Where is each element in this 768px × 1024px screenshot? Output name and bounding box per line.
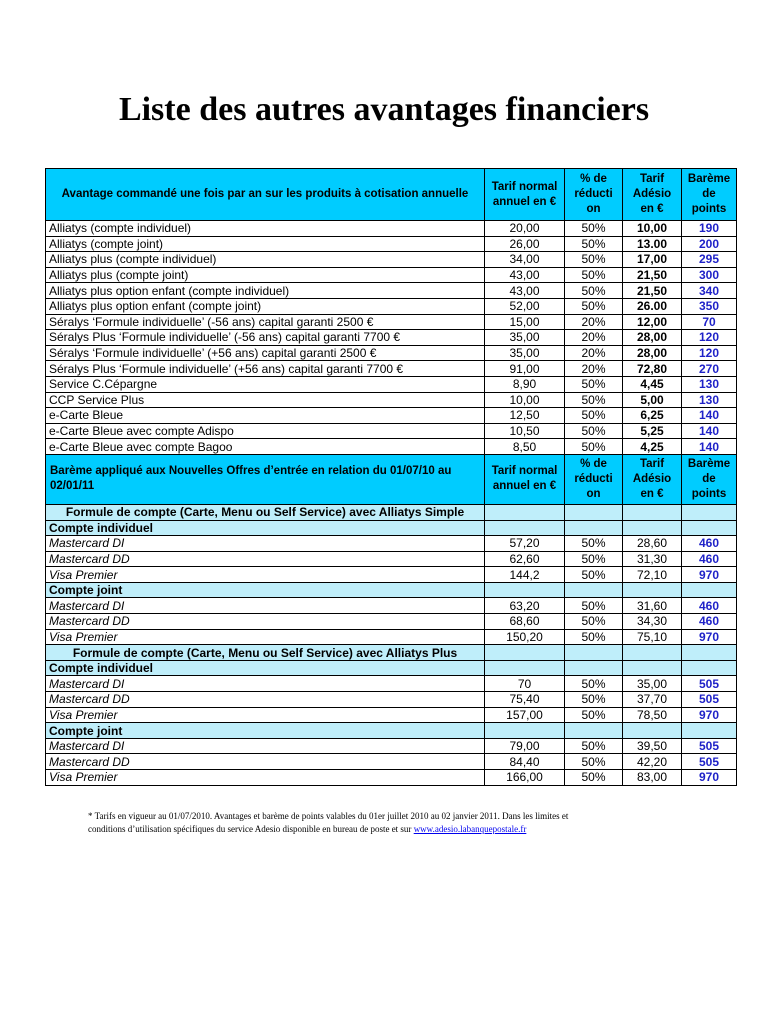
formule-simple-band-empty-cell bbox=[485, 504, 565, 520]
avantages-table bbox=[45, 168, 737, 786]
table-row bbox=[46, 345, 737, 361]
row-adesio: 72,80 bbox=[623, 361, 682, 377]
compte-individuel-band bbox=[46, 520, 737, 536]
row-points: 505 bbox=[682, 676, 737, 692]
table-row bbox=[46, 221, 737, 237]
row-points: 505 bbox=[682, 754, 737, 770]
footnote bbox=[88, 810, 708, 836]
compte-individuel-band-empty-cell bbox=[565, 660, 623, 676]
row-points: 120 bbox=[682, 330, 737, 346]
compte-individuel-band-empty-cell bbox=[565, 520, 623, 536]
row-tarif: 68,60 bbox=[485, 614, 565, 630]
formule-plus-band-label: Formule de compte (Carte, Menu ou Self Service) avec Alliatys Plus bbox=[46, 645, 485, 661]
adesio-link[interactable]: www.adesio.labanquepostale.fr bbox=[413, 824, 527, 834]
row-points: 505 bbox=[682, 692, 737, 708]
table-row bbox=[46, 536, 737, 552]
row-points: 340 bbox=[682, 283, 737, 299]
row-adesio: 34,30 bbox=[623, 614, 682, 630]
row-tarif: 52,00 bbox=[485, 298, 565, 314]
row-reduction: 50% bbox=[565, 567, 623, 583]
row-tarif: 35,00 bbox=[485, 345, 565, 361]
row-reduction: 50% bbox=[565, 267, 623, 283]
row-tarif: 157,00 bbox=[485, 707, 565, 723]
row-points: 970 bbox=[682, 707, 737, 723]
row-tarif: 79,00 bbox=[485, 738, 565, 754]
row-tarif: 8,50 bbox=[485, 439, 565, 455]
row-label: Visa Premier bbox=[46, 707, 485, 723]
row-points: 190 bbox=[682, 221, 737, 237]
row-adesio: 21,50 bbox=[623, 267, 682, 283]
compte-joint-band-empty-cell bbox=[682, 723, 737, 739]
row-reduction: 50% bbox=[565, 236, 623, 252]
row-reduction: 20% bbox=[565, 361, 623, 377]
row-reduction: 50% bbox=[565, 536, 623, 552]
compte-joint-band-empty-cell bbox=[565, 723, 623, 739]
row-label: Mastercard DD bbox=[46, 551, 485, 567]
row-adesio: 12,00 bbox=[623, 314, 682, 330]
compte-individuel-band-empty-cell bbox=[485, 660, 565, 676]
table-row bbox=[46, 770, 737, 786]
row-tarif: 10,50 bbox=[485, 423, 565, 439]
row-reduction: 50% bbox=[565, 439, 623, 455]
compte-individuel-band-label: Compte individuel bbox=[46, 660, 485, 676]
table-row bbox=[46, 707, 737, 723]
header2-tarif: Tarif normal annuel en € bbox=[485, 454, 565, 504]
row-reduction: 50% bbox=[565, 408, 623, 424]
row-tarif: 150,20 bbox=[485, 629, 565, 645]
table-row bbox=[46, 283, 737, 299]
header-tarif: Tarif normal annuel en € bbox=[485, 169, 565, 221]
row-label: Mastercard DD bbox=[46, 754, 485, 770]
compte-individuel-band bbox=[46, 660, 737, 676]
row-label: Alliatys (compte joint) bbox=[46, 236, 485, 252]
compte-joint-band-label: Compte joint bbox=[46, 582, 485, 598]
table-row bbox=[46, 551, 737, 567]
row-tarif: 75,40 bbox=[485, 692, 565, 708]
row-tarif: 63,20 bbox=[485, 598, 565, 614]
row-adesio: 5,00 bbox=[623, 392, 682, 408]
row-adesio: 31,60 bbox=[623, 598, 682, 614]
row-tarif: 43,00 bbox=[485, 267, 565, 283]
row-adesio: 4,45 bbox=[623, 376, 682, 392]
footnote-text: conditions d’utilisation spécifiques du service Adesio disponible en bureau de poste et sur bbox=[88, 824, 414, 834]
row-adesio: 13.00 bbox=[623, 236, 682, 252]
table-row bbox=[46, 267, 737, 283]
formule-simple-band-empty-cell bbox=[623, 504, 682, 520]
row-points: 505 bbox=[682, 738, 737, 754]
row-label: Séralys ‘Formule individuelle’ (+56 ans) capital garanti 2500 € bbox=[46, 345, 485, 361]
row-label: e-Carte Bleue avec compte Adispo bbox=[46, 423, 485, 439]
compte-joint-band bbox=[46, 582, 737, 598]
row-reduction: 50% bbox=[565, 738, 623, 754]
row-adesio: 5,25 bbox=[623, 423, 682, 439]
compte-joint-band bbox=[46, 723, 737, 739]
row-adesio: 4,25 bbox=[623, 439, 682, 455]
row-adesio: 37,70 bbox=[623, 692, 682, 708]
compte-individuel-band-empty-cell bbox=[682, 660, 737, 676]
row-points: 300 bbox=[682, 267, 737, 283]
row-tarif: 35,00 bbox=[485, 330, 565, 346]
row-tarif: 144,2 bbox=[485, 567, 565, 583]
formule-plus-band bbox=[46, 645, 737, 661]
row-adesio: 72,10 bbox=[623, 567, 682, 583]
row-points: 70 bbox=[682, 314, 737, 330]
row-tarif: 34,00 bbox=[485, 252, 565, 268]
compte-individuel-band-empty-cell bbox=[682, 520, 737, 536]
compte-individuel-band-empty-cell bbox=[623, 520, 682, 536]
row-label: Service C.Cépargne bbox=[46, 376, 485, 392]
row-tarif: 70 bbox=[485, 676, 565, 692]
row-adesio: 78,50 bbox=[623, 707, 682, 723]
row-label: Visa Premier bbox=[46, 770, 485, 786]
formule-plus-band-empty-cell bbox=[565, 645, 623, 661]
table-row bbox=[46, 738, 737, 754]
compte-individuel-band-label: Compte individuel bbox=[46, 520, 485, 536]
compte-joint-band-empty-cell bbox=[485, 723, 565, 739]
row-reduction: 50% bbox=[565, 598, 623, 614]
row-label: Alliatys (compte individuel) bbox=[46, 221, 485, 237]
formule-simple-band-empty-cell bbox=[682, 504, 737, 520]
row-label: Mastercard DI bbox=[46, 598, 485, 614]
table-row bbox=[46, 314, 737, 330]
row-label: e-Carte Bleue avec compte Bagoo bbox=[46, 439, 485, 455]
row-reduction: 20% bbox=[565, 345, 623, 361]
compte-joint-band-empty-cell bbox=[565, 582, 623, 598]
row-label: Séralys ‘Formule individuelle’ (-56 ans) capital garanti 2500 € bbox=[46, 314, 485, 330]
table-row bbox=[46, 298, 737, 314]
header-bareme: Barème de points bbox=[682, 169, 737, 221]
row-label: Mastercard DD bbox=[46, 692, 485, 708]
formule-plus-band-empty-cell bbox=[485, 645, 565, 661]
row-adesio: 28,60 bbox=[623, 536, 682, 552]
row-points: 460 bbox=[682, 598, 737, 614]
table-row bbox=[46, 330, 737, 346]
table-row bbox=[46, 236, 737, 252]
footnote-line-1: * Tarifs en vigueur au 01/07/2010. Avantages et barème de points valables du 01er juillet 2010 au 02 janvier 2011. Dans les limites et bbox=[88, 811, 569, 821]
row-label: Séralys Plus ‘Formule individuelle’ (+56 ans) capital garanti 7700 € bbox=[46, 361, 485, 377]
row-reduction: 50% bbox=[565, 283, 623, 299]
footnote-line-2 bbox=[88, 823, 708, 836]
row-reduction: 20% bbox=[565, 314, 623, 330]
table-row bbox=[46, 361, 737, 377]
row-reduction: 50% bbox=[565, 692, 623, 708]
header-adesio: Tarif Adésio en € bbox=[623, 169, 682, 221]
table-row bbox=[46, 392, 737, 408]
table-header-nouvelles-offres bbox=[46, 454, 737, 504]
formule-plus-band-empty-cell bbox=[623, 645, 682, 661]
row-adesio: 42,20 bbox=[623, 754, 682, 770]
table-row bbox=[46, 614, 737, 630]
compte-joint-band-empty-cell bbox=[485, 582, 565, 598]
compte-joint-band-empty-cell bbox=[623, 723, 682, 739]
row-points: 140 bbox=[682, 439, 737, 455]
header2-label: Barème appliqué aux Nouvelles Offres d’entrée en relation du 01/07/10 au 02/01/11 bbox=[46, 454, 485, 504]
row-label: Mastercard DD bbox=[46, 614, 485, 630]
row-label: Alliatys plus (compte joint) bbox=[46, 267, 485, 283]
header2-reduction: % de réducti on bbox=[565, 454, 623, 504]
row-tarif: 15,00 bbox=[485, 314, 565, 330]
compte-individuel-band-empty-cell bbox=[485, 520, 565, 536]
row-points: 460 bbox=[682, 536, 737, 552]
row-reduction: 50% bbox=[565, 629, 623, 645]
table-row bbox=[46, 408, 737, 424]
row-reduction: 20% bbox=[565, 330, 623, 346]
row-tarif: 26,00 bbox=[485, 236, 565, 252]
row-reduction: 50% bbox=[565, 770, 623, 786]
row-reduction: 50% bbox=[565, 423, 623, 439]
row-label: Mastercard DI bbox=[46, 536, 485, 552]
row-tarif: 10,00 bbox=[485, 392, 565, 408]
table-row bbox=[46, 692, 737, 708]
row-points: 460 bbox=[682, 614, 737, 630]
formule-simple-band-empty-cell bbox=[565, 504, 623, 520]
row-tarif: 166,00 bbox=[485, 770, 565, 786]
row-reduction: 50% bbox=[565, 221, 623, 237]
row-label: Séralys Plus ‘Formule individuelle’ (-56 ans) capital garanti 7700 € bbox=[46, 330, 485, 346]
table-row bbox=[46, 252, 737, 268]
row-points: 970 bbox=[682, 770, 737, 786]
row-points: 120 bbox=[682, 345, 737, 361]
compte-joint-band-label: Compte joint bbox=[46, 723, 485, 739]
row-adesio: 83,00 bbox=[623, 770, 682, 786]
row-reduction: 50% bbox=[565, 676, 623, 692]
row-reduction: 50% bbox=[565, 614, 623, 630]
row-points: 970 bbox=[682, 629, 737, 645]
table-row bbox=[46, 567, 737, 583]
formule-simple-band-label: Formule de compte (Carte, Menu ou Self Service) avec Alliatys Simple bbox=[46, 504, 485, 520]
row-adesio: 39,50 bbox=[623, 738, 682, 754]
page-title: Liste des autres avantages financiers bbox=[118, 91, 650, 128]
table-row bbox=[46, 423, 737, 439]
row-reduction: 50% bbox=[565, 551, 623, 567]
row-adesio: 28,00 bbox=[623, 345, 682, 361]
formule-plus-band-empty-cell bbox=[682, 645, 737, 661]
row-adesio: 21,50 bbox=[623, 283, 682, 299]
row-reduction: 50% bbox=[565, 252, 623, 268]
row-points: 130 bbox=[682, 376, 737, 392]
row-label: Visa Premier bbox=[46, 629, 485, 645]
row-points: 270 bbox=[682, 361, 737, 377]
row-tarif: 91,00 bbox=[485, 361, 565, 377]
row-reduction: 50% bbox=[565, 376, 623, 392]
table-header-annual bbox=[46, 169, 737, 221]
table-row bbox=[46, 629, 737, 645]
row-tarif: 12,50 bbox=[485, 408, 565, 424]
header2-bareme: Barème de points bbox=[682, 454, 737, 504]
row-label: Alliatys plus (compte individuel) bbox=[46, 252, 485, 268]
row-tarif: 8,90 bbox=[485, 376, 565, 392]
row-points: 140 bbox=[682, 408, 737, 424]
row-tarif: 62,60 bbox=[485, 551, 565, 567]
row-points: 460 bbox=[682, 551, 737, 567]
row-tarif: 20,00 bbox=[485, 221, 565, 237]
row-label: CCP Service Plus bbox=[46, 392, 485, 408]
row-label: e-Carte Bleue bbox=[46, 408, 485, 424]
row-tarif: 84,40 bbox=[485, 754, 565, 770]
table-row bbox=[46, 376, 737, 392]
row-label: Alliatys plus option enfant (compte joint) bbox=[46, 298, 485, 314]
row-label: Alliatys plus option enfant (compte individuel) bbox=[46, 283, 485, 299]
row-points: 350 bbox=[682, 298, 737, 314]
row-adesio: 17,00 bbox=[623, 252, 682, 268]
row-tarif: 43,00 bbox=[485, 283, 565, 299]
row-points: 140 bbox=[682, 423, 737, 439]
row-adesio: 28,00 bbox=[623, 330, 682, 346]
compte-joint-band-empty-cell bbox=[682, 582, 737, 598]
table-row bbox=[46, 754, 737, 770]
row-adesio: 35,00 bbox=[623, 676, 682, 692]
row-adesio: 26.00 bbox=[623, 298, 682, 314]
row-reduction: 50% bbox=[565, 392, 623, 408]
row-points: 970 bbox=[682, 567, 737, 583]
row-label: Mastercard DI bbox=[46, 738, 485, 754]
compte-joint-band-empty-cell bbox=[623, 582, 682, 598]
row-points: 295 bbox=[682, 252, 737, 268]
row-tarif: 57,20 bbox=[485, 536, 565, 552]
header-reduction: % de réducti on bbox=[565, 169, 623, 221]
row-points: 130 bbox=[682, 392, 737, 408]
row-adesio: 31,30 bbox=[623, 551, 682, 567]
header2-adesio: Tarif Adésio en € bbox=[623, 454, 682, 504]
row-label: Mastercard DI bbox=[46, 676, 485, 692]
table-row bbox=[46, 598, 737, 614]
row-reduction: 50% bbox=[565, 298, 623, 314]
row-points: 200 bbox=[682, 236, 737, 252]
formule-simple-band bbox=[46, 504, 737, 520]
compte-individuel-band-empty-cell bbox=[623, 660, 682, 676]
row-reduction: 50% bbox=[565, 707, 623, 723]
row-label: Visa Premier bbox=[46, 567, 485, 583]
row-adesio: 10,00 bbox=[623, 221, 682, 237]
row-adesio: 75,10 bbox=[623, 629, 682, 645]
table-row bbox=[46, 439, 737, 455]
header-label: Avantage commandé une fois par an sur les produits à cotisation annuelle bbox=[46, 169, 485, 221]
row-reduction: 50% bbox=[565, 754, 623, 770]
row-adesio: 6,25 bbox=[623, 408, 682, 424]
table-row bbox=[46, 676, 737, 692]
